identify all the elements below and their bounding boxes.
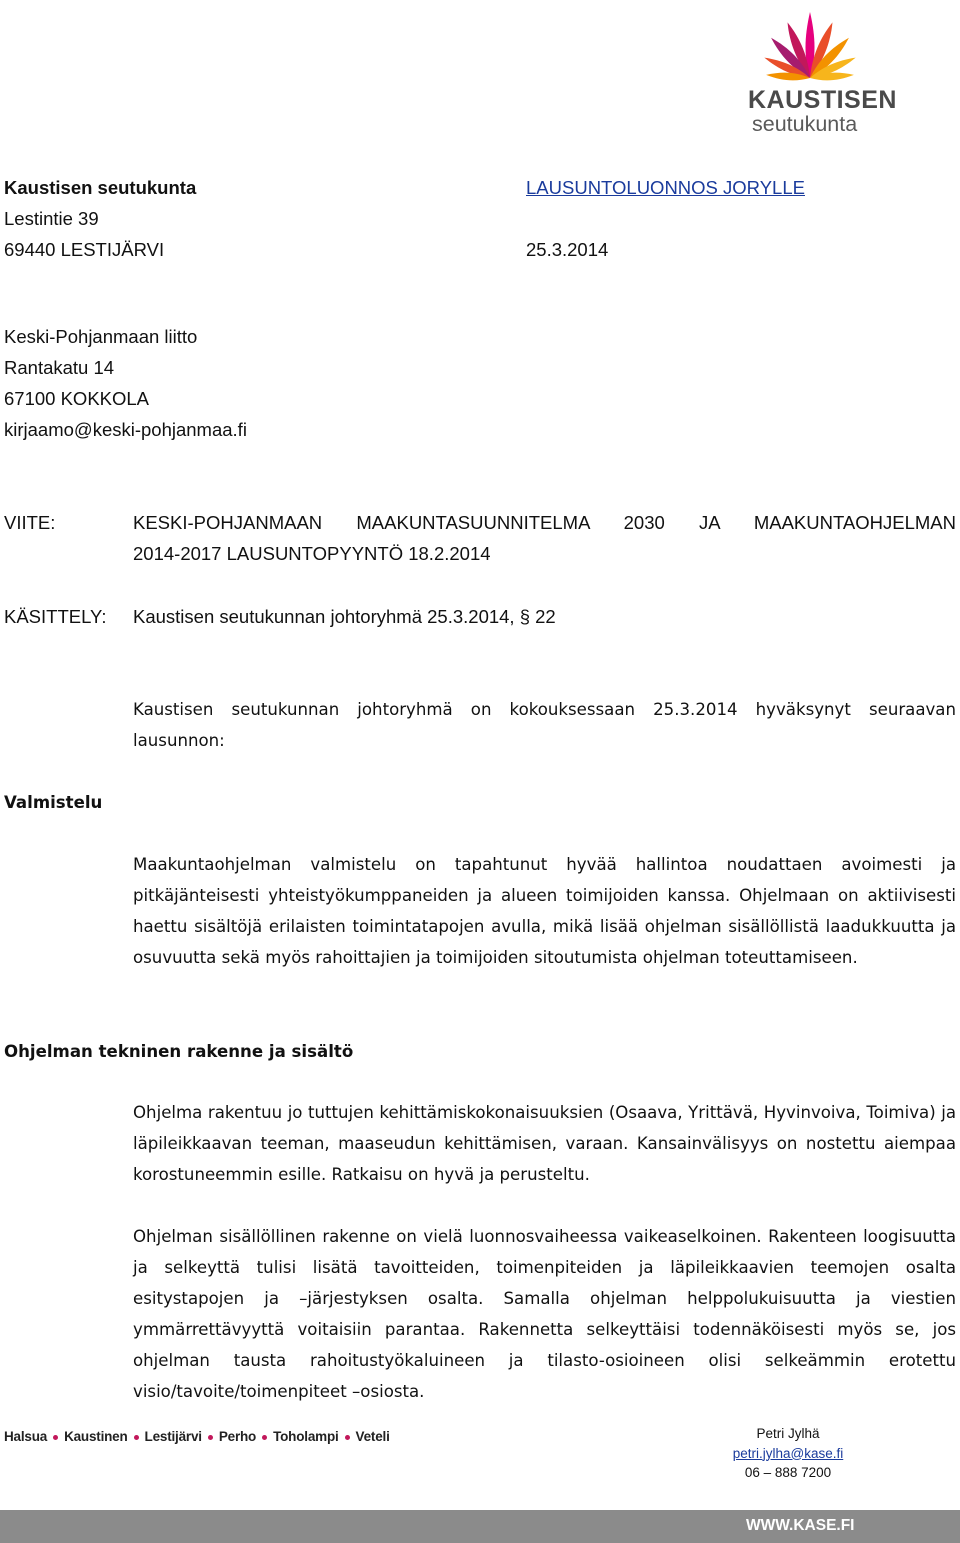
handling-text: Kaustisen seutukunnan johtoryhmä 25.3.2014, § 22: [133, 606, 556, 627]
recipient-postal: 67100 KOKKOLA: [4, 388, 150, 409]
municipality: Halsua: [4, 1429, 48, 1444]
website-link[interactable]: WWW.KASE.FI: [746, 1517, 855, 1534]
bullet-icon: [262, 1435, 267, 1440]
logo-text-kaustisen: KAUSTISEN: [748, 86, 897, 114]
sender-name: Kaustisen seutukunta: [4, 177, 197, 198]
municipality: Lestijärvi: [144, 1429, 202, 1444]
document-date: 25.3.2014: [526, 239, 609, 260]
reference-line2: 2014-2017 LAUSUNTOPYYNTÖ 18.2.2014: [133, 543, 491, 564]
reference-line1: KESKI-POHJANMAAN MAAKUNTASUUNNITELMA 2030 JA MAAKUNTAOHJELMAN: [133, 512, 956, 533]
section-heading-rakenne: Ohjelman tekninen rakenne ja sisältö: [4, 1042, 354, 1061]
municipality: Toholampi: [273, 1429, 339, 1444]
logo-text-seutukunta: seutukunta: [752, 112, 858, 136]
contact-phone: 06 – 888 7200: [744, 1465, 832, 1480]
bullet-icon: [345, 1435, 350, 1440]
recipient-email: kirjaamo@keski-pohjanmaa.fi: [4, 419, 247, 440]
municipality: Kaustinen: [64, 1429, 128, 1444]
valmistelu-paragraph: Maakuntaohjelman valmistelu on tapahtunut hyvää hallintoa noudattaen avoimesti ja pitkäjänteisesti yhteistyökumppaneiden ja alueen toimijoiden kanssa. Ohjelmaan on aktiivisesti haettu sisältöjä erilaisten toimintatapojen avulla, mikä lisää ohjelman sisällöllistä laadukkuutta ja osuvuutta sekä myös rahoittajien ja toimijoiden sitoutumista ohjelman toteuttamiseen.: [133, 855, 956, 967]
sender-street: Lestintie 39: [4, 208, 99, 229]
contact-email-link[interactable]: petri.jylha@kase.fi: [732, 1445, 844, 1461]
municipality: Veteli: [355, 1429, 390, 1444]
recipient-street: Rantakatu 14: [4, 357, 115, 378]
document-title: LAUSUNTOLUONNOS JORYLLE: [526, 177, 805, 198]
recipient-name: Keski-Pohjanmaan liitto: [4, 326, 198, 347]
footer-contact: [708, 1424, 868, 1483]
contact-name: Petri Jylhä: [756, 1426, 820, 1441]
bullet-icon: [53, 1435, 58, 1440]
rakenne-paragraph-2: Ohjelman sisällöllinen rakenne on vielä luonnosvaiheessa vaikeaselkoinen. Rakenteen loogisuutta ja selkeyttä tulisi lisätä tavoitteiden, toimenpiteiden ja läpileikkaavien teemojen osalta esitystapojen ja –järjestyksen osalta. Samalla ohjelman helppolukuisuutta ja viestien ymmärrettävyyttä voitaisiin parantaa. Rakennetta selkeyttäisi todennäköisesti myös se, jos ohjelman tausta rahoitustyökaluineen ja tilasto-osioineen olisi selkeämmin erotettu visio/tavoite/toimenpiteet –osiosta.: [133, 1227, 956, 1401]
footer-municipalities: [4, 1429, 390, 1444]
logo: [740, 6, 897, 136]
rakenne-paragraph-1: Ohjelma rakentuu jo tuttujen kehittämiskokonaisuuksien (Osaava, Yrittävä, Hyvinvoiva, Toimiva) ja läpileikkaavan teeman, maaseudun kehittämisen, varaan. Kansainvälisyys on nostettu aiempaa korostuneemmin esille. Ratkaisu on hyvä ja perusteltu.: [133, 1103, 956, 1184]
section-heading-valmistelu: Valmistelu: [4, 793, 103, 812]
footer-bar: [0, 1510, 960, 1543]
handling-label: KÄSITTELY:: [4, 606, 107, 627]
sender-postal: 69440 LESTIJÄRVI: [4, 239, 165, 260]
sunburst-logo-icon: [740, 6, 880, 86]
municipality: Perho: [218, 1429, 257, 1444]
reference-label: VIITE:: [4, 512, 56, 533]
intro-paragraph: Kaustisen seutukunnan johtoryhmä on kokouksessaan 25.3.2014 hyväksynyt seuraavan lausunnon:: [133, 700, 956, 750]
bullet-icon: [208, 1435, 213, 1440]
bullet-icon: [134, 1435, 139, 1440]
